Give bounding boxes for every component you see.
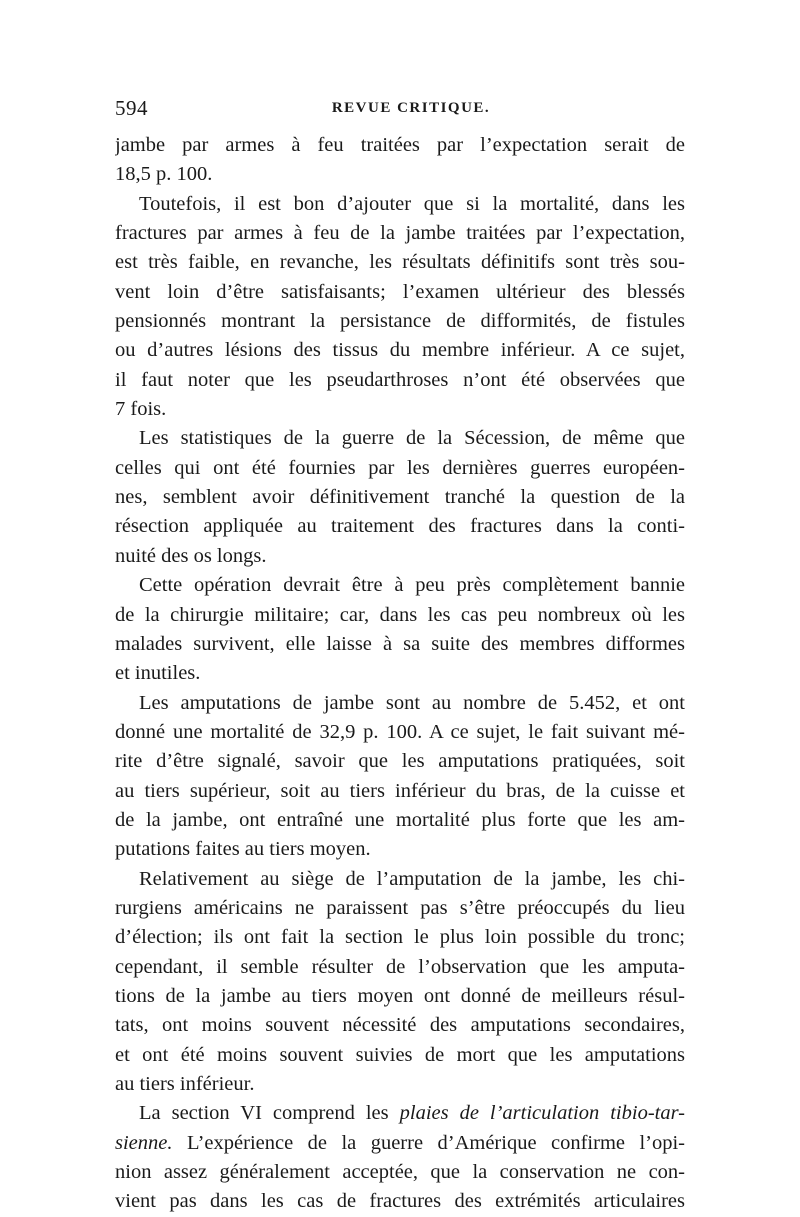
page-number: 594 (115, 96, 148, 120)
text-line: Relativement au siège de l’amputation de la jambe, les chi- (139, 867, 685, 890)
text-line: de la jambe, ont entraîné une mortalité plus forte que les am- (115, 808, 685, 831)
text-line: ou d’autres lésions des tissus du membre inférieur. A ce sujet, (115, 339, 685, 362)
text-line: celles qui ont été fournies par les dernières guerres européen- (115, 456, 685, 479)
text-line: il faut noter que les pseudarthroses n’ont été observées que (115, 368, 685, 391)
text-line: fractures par armes à feu de la jambe traitées par l’expectation, (115, 222, 685, 245)
text-line: jambe par armes à feu traitées par l’expectation serait de (115, 134, 685, 156)
text-line: rite d’être signalé, savoir que les amputations pratiquées, soit (115, 750, 685, 773)
paragraph (115, 1099, 685, 1216)
text-line: tions de la jambe au tiers moyen ont donné de meilleurs résul- (115, 984, 685, 1007)
italic-text: sienne. (115, 1131, 173, 1154)
text-line: cependant, il semble résulter de l’observation que les amputa- (115, 955, 685, 978)
text-line (115, 1099, 685, 1128)
page-header (115, 96, 687, 126)
text-line: au tiers supérieur, soit au tiers inférieur du bras, de la cuisse et (115, 779, 685, 802)
text-line: tats, ont moins souvent nécessité des amputations secondaires, (115, 1014, 685, 1037)
text-line: est très faible, en revanche, les résultats définitifs sont très sou- (115, 251, 685, 274)
italic-text: plaies de l’articulation tibio-tar- (399, 1102, 685, 1125)
paragraph (115, 689, 685, 865)
text-line: vient pas dans les cas de fractures des extrémités articulaires (115, 1190, 685, 1213)
text-line: Toutefois, il est bon d’ajouter que si la mortalité, dans les (139, 192, 685, 215)
running-head: REVUE CRITIQUE. (331, 100, 491, 116)
text-line: donné une mortalité de 32,9 p. 100. A ce sujet, le fait suivant mé- (115, 720, 685, 743)
text-line: putations faites au tiers moyen. (115, 838, 371, 861)
text-line: et ont été moins souvent suivies de mort que les amputations (115, 1043, 685, 1066)
text-line: résection appliquée au traitement des fractures dans la conti- (115, 515, 685, 538)
text-line: et inutiles. (115, 662, 201, 685)
text-line: pensionnés montrant la persistance de difformités, de fistules (115, 310, 685, 333)
paragraph (115, 424, 685, 571)
body-text (115, 131, 685, 1217)
text-line: Les statistiques de la guerre de la Sécession, de même que (139, 427, 685, 450)
text-line: malades survivent, elle laisse à sa suite des membres difformes (115, 632, 685, 655)
text-line: nion assez généralement acceptée, que la conservation ne con- (115, 1161, 685, 1184)
text-line: nuité des os longs. (115, 544, 267, 567)
text-line (115, 1129, 685, 1158)
text-line: vent loin d’être satisfaisants; l’examen ultérieur des blessés (115, 280, 685, 303)
text-run: L’expérience de la guerre d’Amérique confirme l’opi- (172, 1131, 685, 1154)
text-line: de la chirurgie militaire; car, dans les cas peu nombreux où les (115, 603, 685, 626)
text-line: Cette opération devrait être à peu près complètement bannie (139, 574, 685, 597)
text-line: au tiers inférieur. (115, 1073, 255, 1095)
text-line: Les amputations de jambe sont au nombre de 5.452, et ont (139, 691, 685, 714)
text-run: La section VI comprend les (139, 1102, 400, 1125)
text-line: d’élection; ils ont fait la section le plus loin possible du tronc; (115, 926, 685, 949)
text-line: rurgiens américains ne paraissent pas s’être préoccupés du lieu (115, 896, 685, 919)
paragraph (115, 865, 685, 1100)
text-line: 18,5 p. 100. (115, 163, 213, 186)
paragraph (115, 131, 685, 190)
text-line: 7 fois. (115, 398, 167, 421)
paragraph (115, 571, 685, 688)
paragraph (115, 190, 685, 425)
text-line: nes, semblent avoir définitivement tranché la question de la (115, 486, 685, 509)
